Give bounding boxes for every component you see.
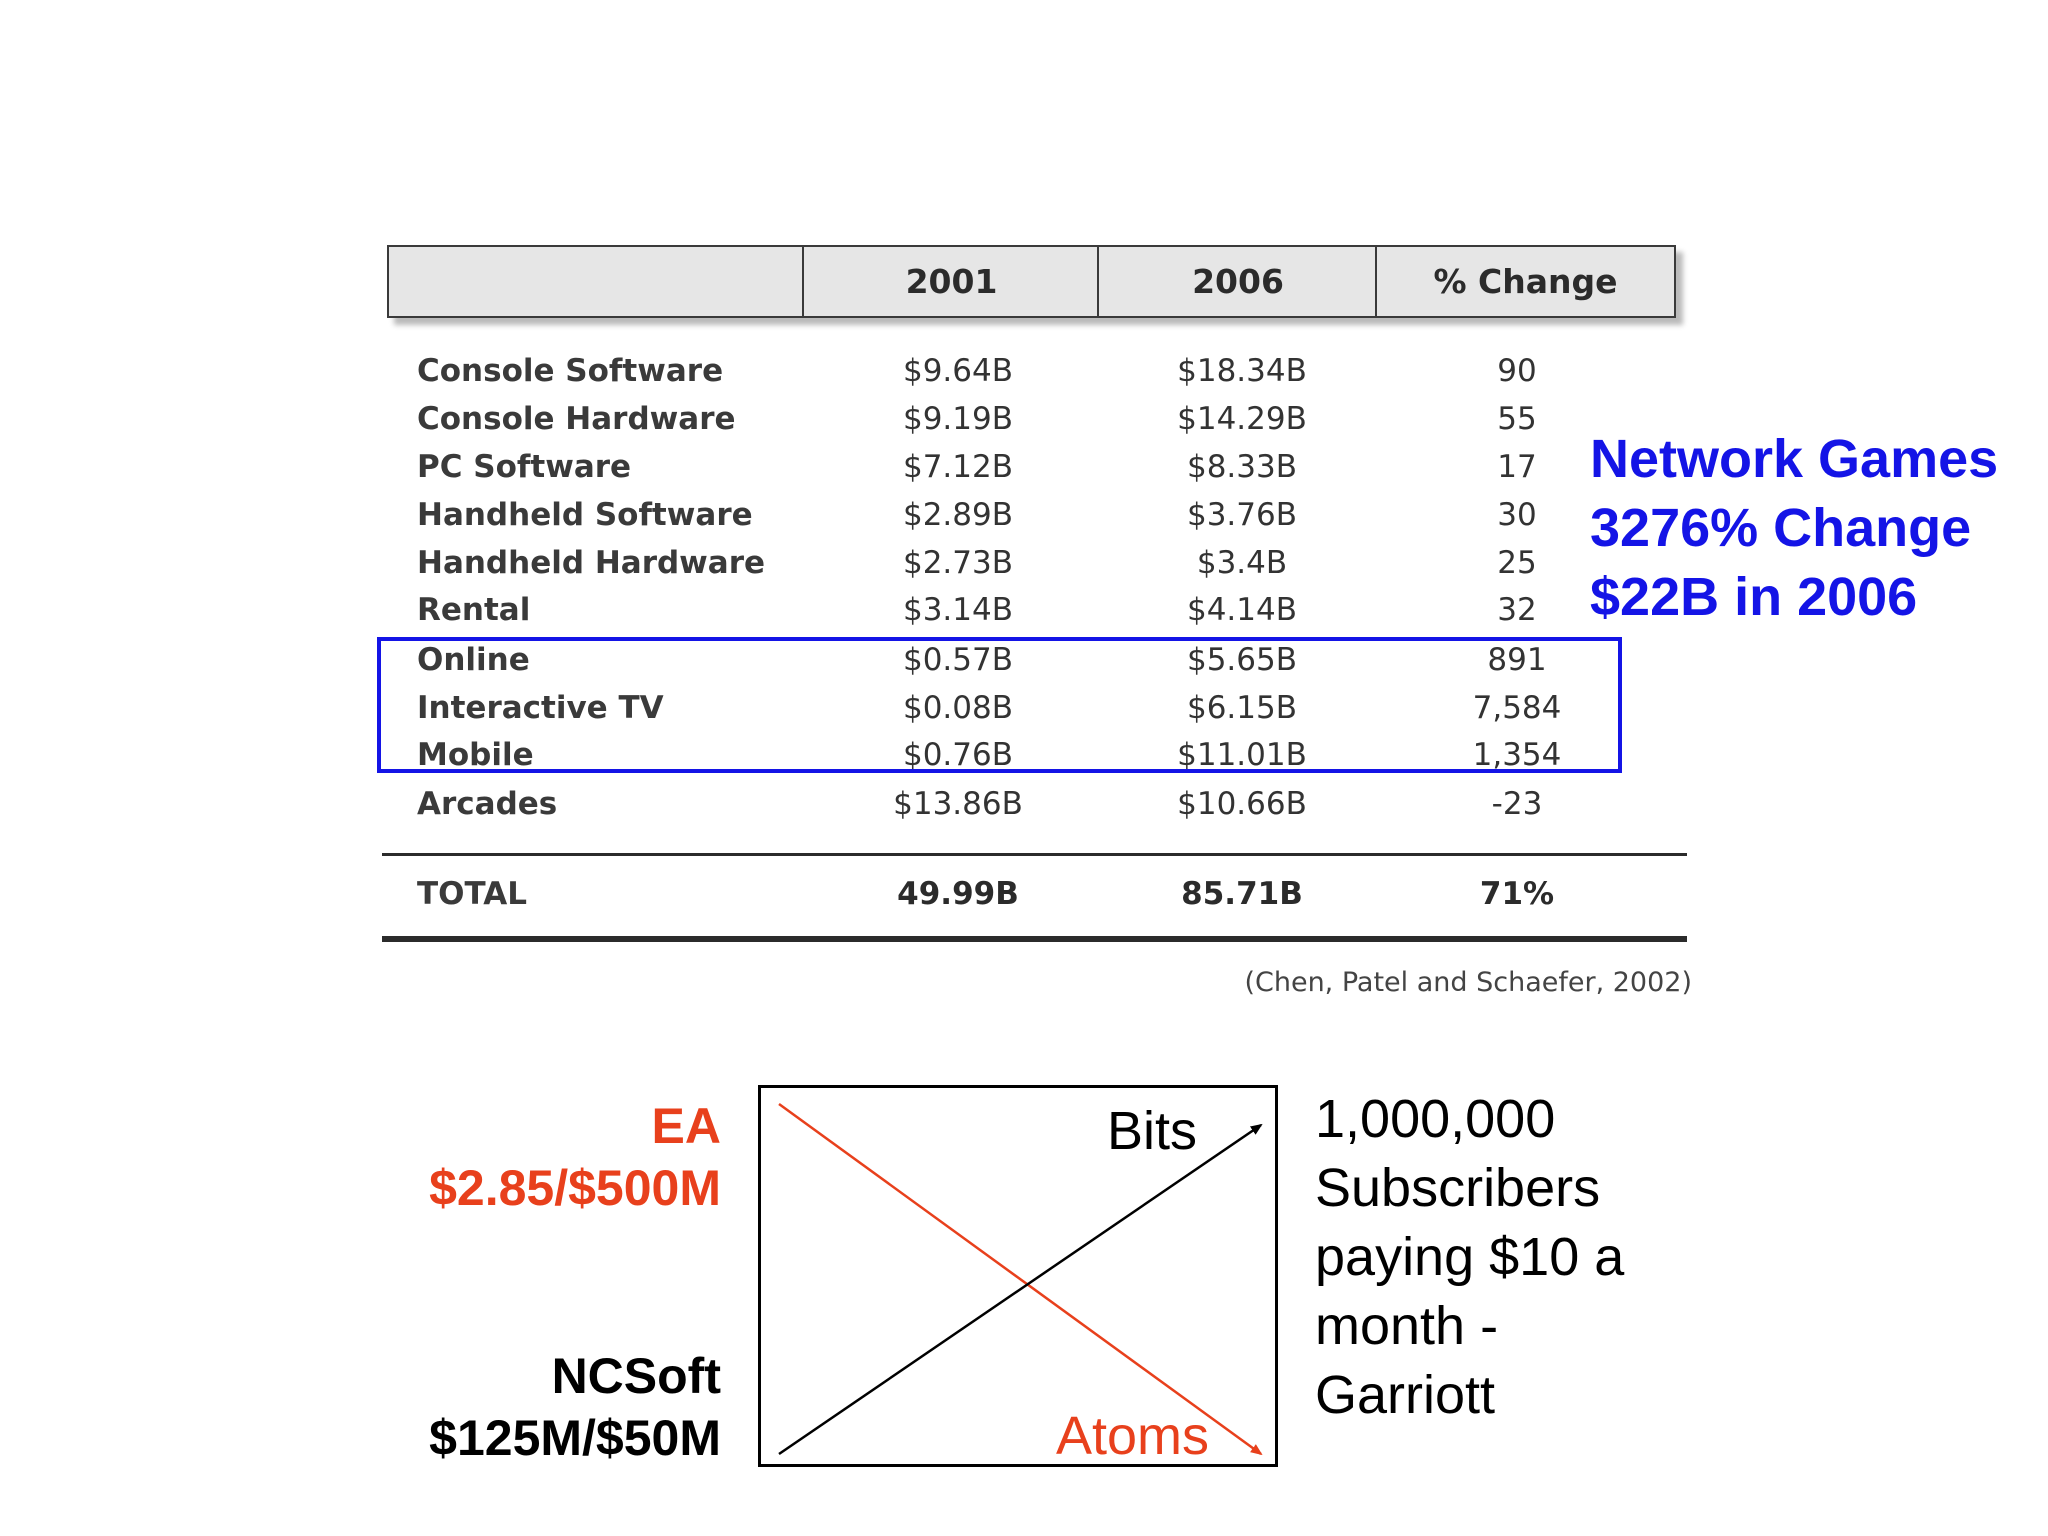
value-change: 90 — [1497, 353, 1537, 389]
callout-line: Network Games — [1590, 429, 1999, 489]
total-label: TOTAL — [417, 876, 527, 912]
header-2001: 2001 — [802, 247, 1099, 316]
value-change: 17 — [1497, 449, 1537, 485]
value-2006: $4.14B — [1186, 592, 1297, 628]
row-label: Console Hardware — [417, 401, 736, 437]
total-divider-top — [382, 853, 1687, 856]
row-label: Console Software — [417, 353, 724, 389]
header-change: % Change — [1375, 247, 1674, 316]
value-2006: $3.76B — [1186, 497, 1297, 533]
table-row — [387, 588, 1692, 632]
row-label: Handheld Software — [417, 497, 753, 533]
table-row — [387, 349, 1692, 393]
garriott-quote — [1315, 1085, 1624, 1430]
ea-label — [429, 1095, 721, 1219]
ncsoft-figures: $125M/$50M — [429, 1410, 721, 1466]
value-2001: $2.89B — [902, 497, 1013, 533]
value-2001: $13.86B — [893, 786, 1023, 822]
value-2006: $8.33B — [1186, 449, 1297, 485]
header-2006: 2006 — [1097, 247, 1377, 316]
value-change: 32 — [1497, 592, 1537, 628]
quote-line: Subscribers — [1315, 1158, 1601, 1218]
header-blank — [389, 247, 802, 316]
value-2001: $0.76B — [902, 737, 1013, 773]
table-row — [387, 445, 1692, 489]
value-change: 7,584 — [1472, 690, 1562, 726]
table-row — [387, 782, 1692, 826]
ea-name: EA — [651, 1098, 721, 1154]
table-header — [387, 245, 1676, 318]
total-divider-bottom — [382, 936, 1687, 942]
citation: (Chen, Patel and Schaefer, 2002) — [1244, 967, 1692, 998]
value-change: 55 — [1497, 401, 1537, 437]
total-change: 71% — [1479, 876, 1555, 912]
quote-line: Garriott — [1315, 1365, 1496, 1425]
atoms-label: Atoms — [1056, 1406, 1210, 1466]
network-games-callout — [1590, 425, 1998, 632]
row-label: Mobile — [417, 737, 534, 773]
value-change: 25 — [1497, 545, 1537, 581]
value-2001: $9.19B — [902, 401, 1013, 437]
total-2006: 85.71B — [1181, 876, 1303, 912]
value-2006: $14.29B — [1177, 401, 1307, 437]
value-change: 30 — [1497, 497, 1537, 533]
value-2006: $18.34B — [1177, 353, 1307, 389]
row-label: Handheld Hardware — [417, 545, 766, 581]
value-change: 1,354 — [1472, 737, 1562, 773]
value-2001: $2.73B — [902, 545, 1013, 581]
callout-line: 3276% Change — [1590, 498, 1972, 558]
value-2006: $11.01B — [1177, 737, 1307, 773]
value-2006: $3.4B — [1196, 545, 1288, 581]
table-row — [387, 541, 1692, 585]
network-games-highlight — [377, 637, 1622, 773]
value-2006: $6.15B — [1186, 690, 1297, 726]
value-2006: $5.65B — [1186, 642, 1297, 678]
value-2001: $0.57B — [902, 642, 1013, 678]
total-row — [387, 872, 1692, 916]
total-2001: 49.99B — [897, 876, 1019, 912]
value-change: 891 — [1487, 642, 1547, 678]
ncsoft-label — [429, 1345, 721, 1469]
value-2001: $7.12B — [902, 449, 1013, 485]
value-change: -23 — [1491, 786, 1543, 822]
ea-figures: $2.85/$500M — [429, 1160, 721, 1216]
bits-label: Bits — [1107, 1101, 1198, 1161]
table-row — [387, 397, 1692, 441]
row-label: Arcades — [417, 786, 558, 822]
row-label: Interactive TV — [417, 690, 664, 726]
quote-line: paying $10 a — [1315, 1227, 1625, 1287]
row-label: Online — [417, 642, 530, 678]
row-label: PC Software — [417, 449, 632, 485]
value-2006: $10.66B — [1177, 786, 1307, 822]
table-row — [387, 493, 1692, 537]
value-2001: $0.08B — [902, 690, 1013, 726]
value-2001: $9.64B — [902, 353, 1013, 389]
value-2001: $3.14B — [902, 592, 1013, 628]
quote-line: 1,000,000 — [1315, 1089, 1556, 1149]
quote-line: month - — [1315, 1296, 1499, 1356]
row-label: Rental — [417, 592, 531, 628]
callout-line: $22B in 2006 — [1590, 567, 1918, 627]
ncsoft-name: NCSoft — [551, 1348, 721, 1404]
